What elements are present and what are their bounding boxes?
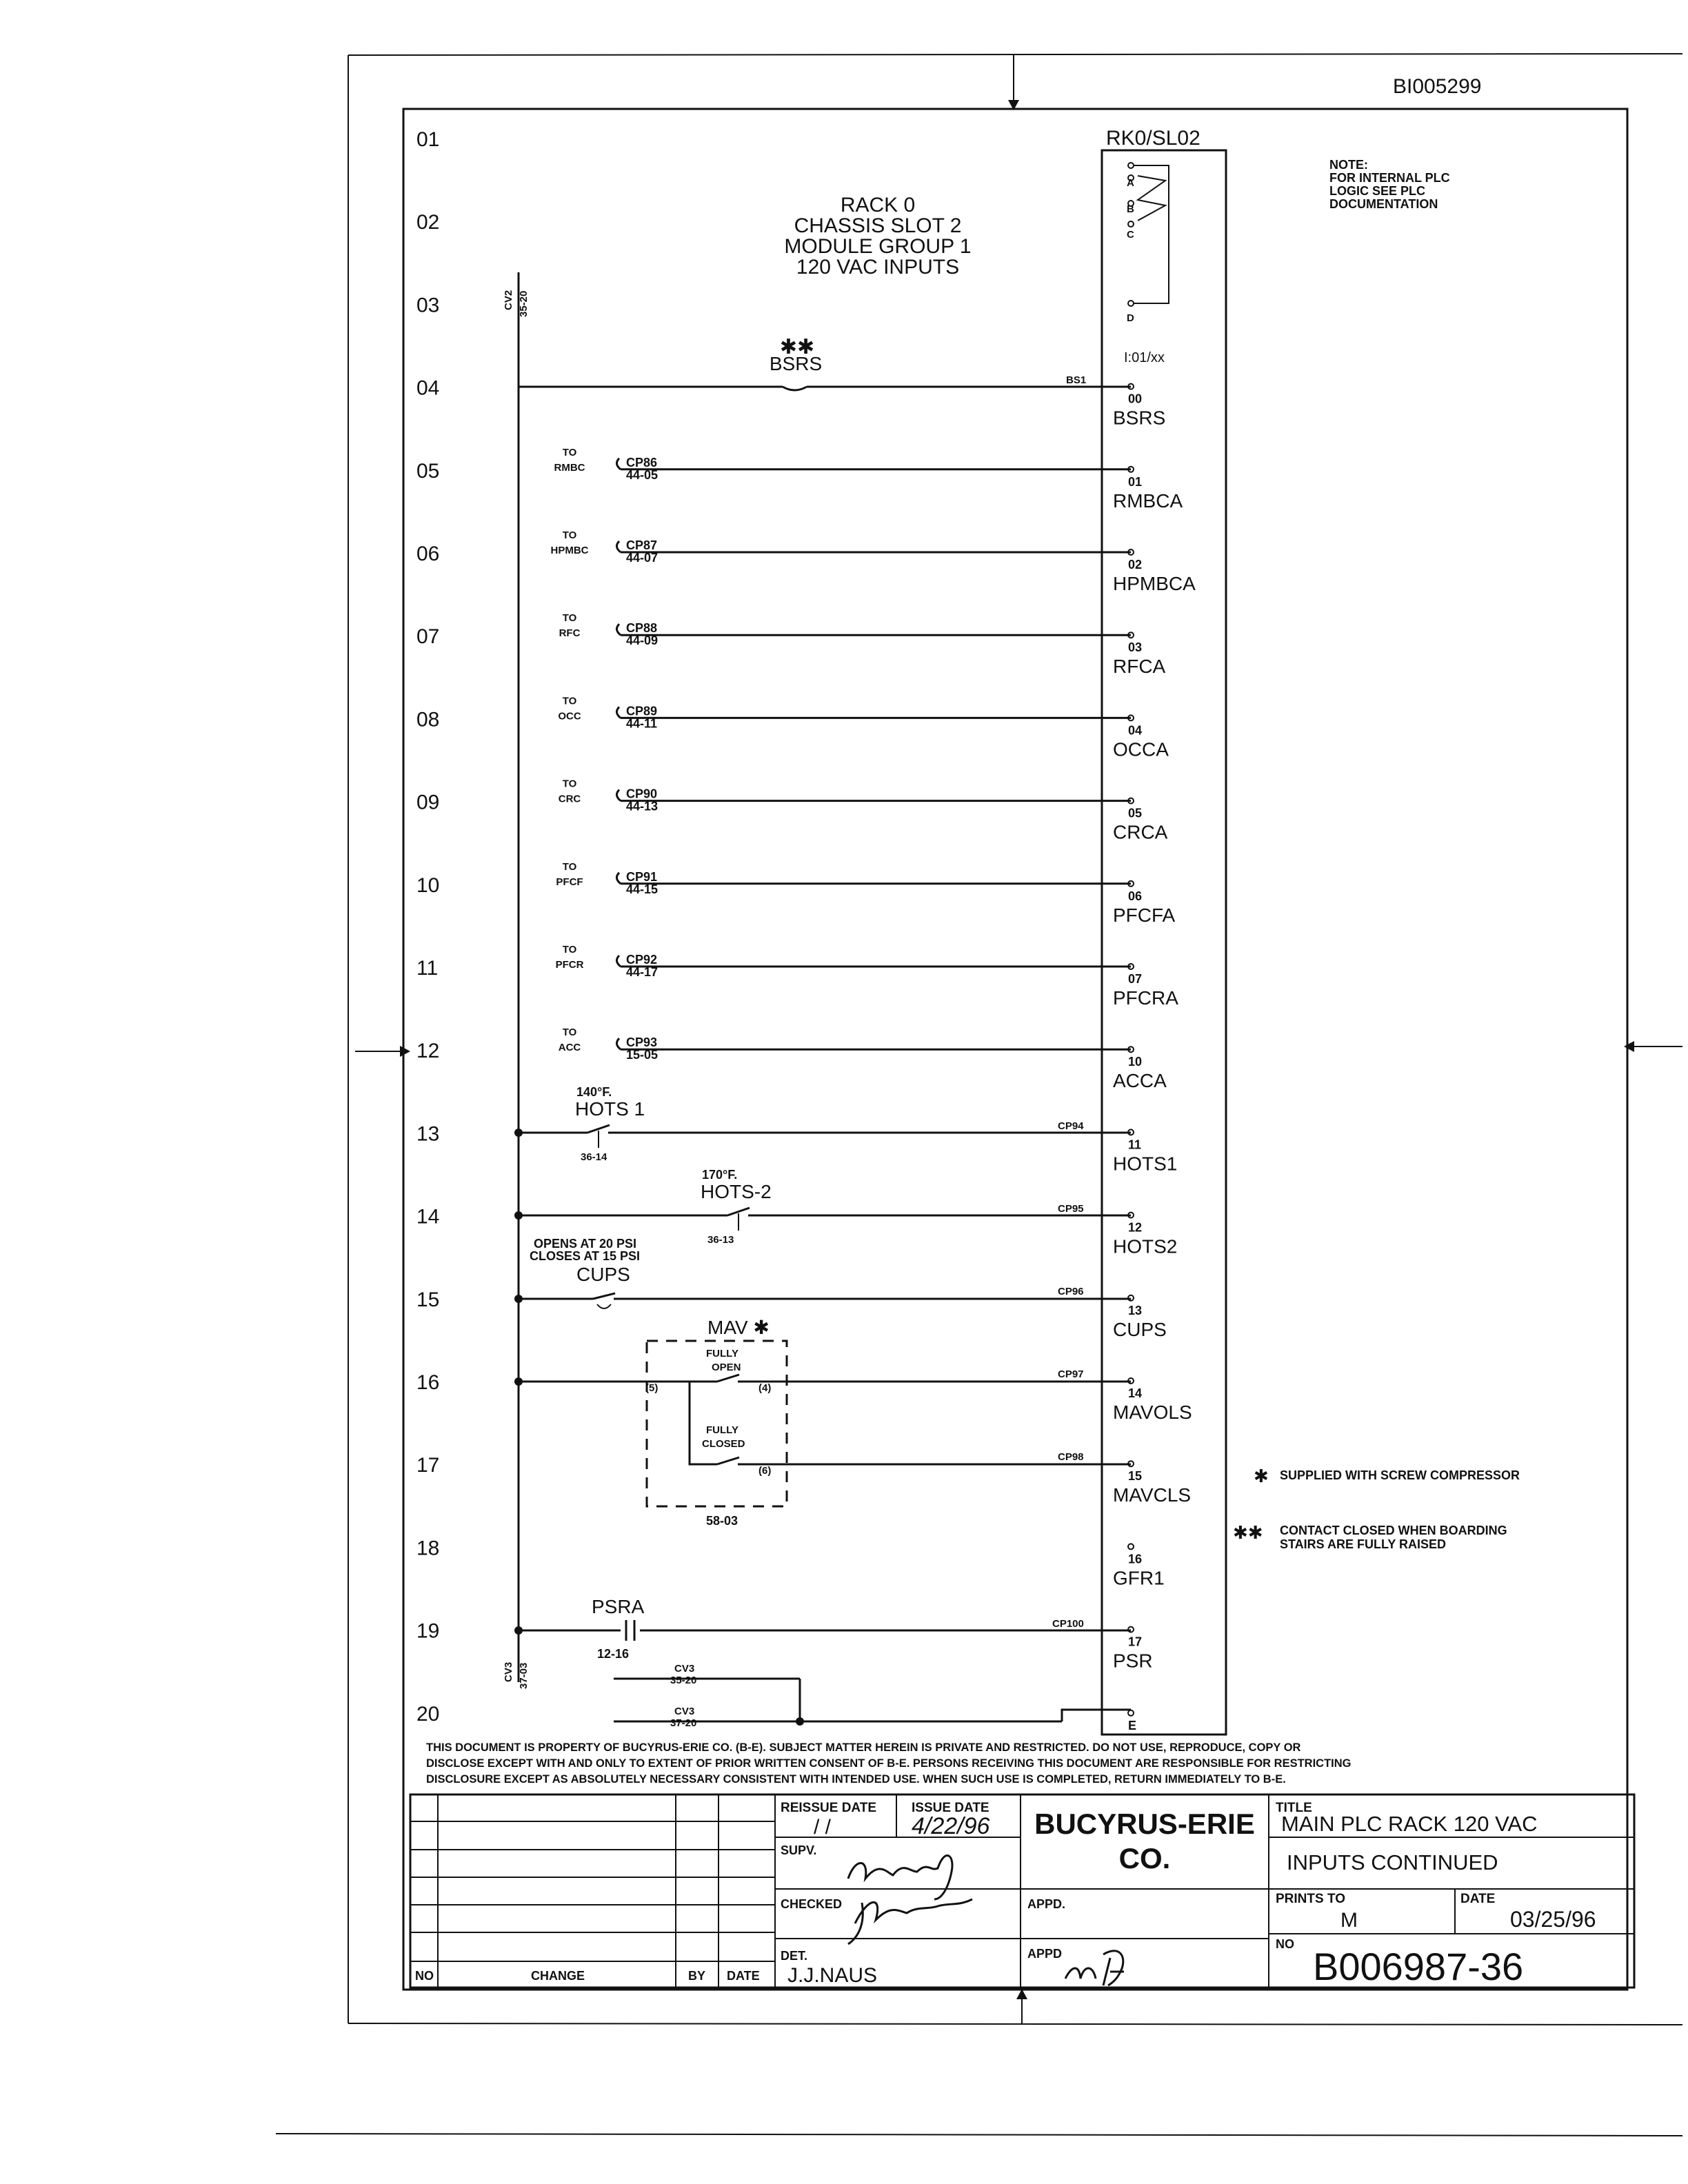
col-no: NO [415,1969,434,1983]
cp-label: CP86 [626,455,658,469]
to-label: TO [562,446,577,458]
terminal-number: 15 [1128,1469,1143,1484]
cable-connector [616,873,621,884]
checked-signature [848,1899,972,1944]
note-line-3: LOGIC SEE PLC [1329,184,1426,198]
prints-label: PRINTS TO [1276,1892,1345,1906]
cp-label: CP87 [626,538,658,552]
bsrs-stars: ✱✱ [779,336,815,358]
terminal-list [1113,384,1196,1732]
terminal-name: CUPS [1113,1318,1167,1340]
row-number: 09 [416,791,440,814]
terminal [1113,715,1169,760]
terminal [1113,549,1196,594]
document-id: BI005299 [1393,75,1482,98]
terminal-number: 06 [1128,889,1143,903]
det-label: DET. [781,1949,808,1963]
cp-label: CP92 [626,953,658,967]
remote-input-rows [551,447,1132,1062]
remote-input-row [559,1027,1131,1062]
terminal-name: OCCA [1113,738,1169,760]
side-note-1-text: SUPPLIED WITH SCREW COMPRESSOR [1280,1468,1520,1482]
terminal [1128,1710,1136,1732]
terminal [1113,964,1178,1009]
ref-label: 44-13 [626,799,659,813]
cp-label: CP89 [626,704,658,718]
remote-input-row [551,529,1132,565]
disclaimer-line-1: THIS DOCUMENT IS PROPERTY OF BUCYRUS-ERIE CO. (B-E). SUBJECT MATTER HEREIN IS PRIVATE AND RESTRICTED. DO NOT USE, REPRODUCE, COPY OR [426,1741,1301,1754]
dest-label: RMBC [554,461,585,474]
side-note-2-mark: ✱✱ [1233,1522,1263,1543]
cp-label: CP93 [626,1035,658,1050]
psra-wire: CP100 [1052,1618,1084,1630]
row-numbers [416,128,439,1726]
cable-connector [616,707,621,718]
terminal-name: CRCA [1113,821,1168,843]
terminal-name: HOTS2 [1113,1235,1178,1257]
terminal-name: HOTS1 [1113,1153,1178,1175]
hots2-wire: CP95 [1058,1203,1084,1215]
side-note-2-text-1: CONTACT CLOSED WHEN BOARDING [1280,1524,1507,1537]
cups-wire: CP96 [1058,1286,1084,1297]
terminal-name: MAVCLS [1113,1484,1192,1506]
cable-connector [616,956,621,967]
terminal [1113,384,1165,429]
terminal [1113,632,1166,677]
supv-label: SUPV. [781,1843,817,1857]
hots2-ref: 36-13 [707,1234,734,1246]
cp-label: CP90 [626,787,658,801]
hots2-label: HOTS-2 [701,1181,772,1202]
reissue-label: REISSUE DATE [781,1801,877,1815]
ref-label: 44-17 [626,965,659,979]
terminal-number: 12 [1128,1220,1143,1235]
reissue-value: / / [814,1816,832,1839]
module-pin-b: B [1127,203,1134,215]
mav-terminal-4: (4) [758,1382,772,1394]
address-label: I:01/xx [1124,350,1165,365]
terminal [1113,1544,1165,1588]
terminal [1113,1378,1192,1423]
dest-label: OCC [558,710,581,722]
row-number: 20 [416,1702,440,1726]
hots1-ref: 36-14 [581,1151,607,1163]
to-label: TO [562,944,577,956]
disclaimer-line-2: DISCLOSE EXCEPT WITH AND ONLY TO EXTENT OF PRIOR WRITTEN CONSENT OF B-E. PERSONS RECEIVING THIS DOCUMENT ARE RESPONSIBLE FOR RESTRICTING [426,1757,1352,1770]
cp-label: CP91 [626,869,658,884]
hots1-label: HOTS 1 [575,1098,645,1120]
terminal-number: 01 [1128,474,1143,489]
terminal [1113,798,1168,843]
row-number: 19 [416,1619,440,1643]
bottom-cable-ref: 37-03 [518,1662,530,1689]
terminal-number: 05 [1128,806,1143,820]
prints-value: M [1340,1909,1358,1932]
to-label: TO [562,860,577,873]
row-number: 13 [416,1122,440,1146]
mav-wire-closed: CP98 [1058,1451,1084,1463]
hots2-temp: 170°F. [702,1168,738,1182]
row-number: 08 [416,708,440,731]
row-number: 05 [416,459,440,483]
date-label: DATE [1460,1892,1496,1906]
appd-signature [1065,1951,1124,1985]
terminal-number: 10 [1128,1055,1143,1069]
psra-label: PSRA [592,1596,645,1617]
no-label: NO [1276,1937,1294,1951]
row-number: 02 [416,211,440,234]
title-line-2: INPUTS CONTINUED [1287,1850,1498,1874]
col-change: CHANGE [531,1969,585,1983]
module-pin-a: A [1127,177,1134,189]
to-label: TO [562,778,577,790]
ref-label: 44-15 [626,882,659,896]
ref-label: 44-11 [626,716,658,731]
hots1-temp: 140°F. [576,1085,612,1099]
ref-label: 44-07 [626,551,659,565]
terminal-name: PFCRA [1113,987,1178,1009]
note-line-1: NOTE: [1329,158,1368,172]
terminal-number: 14 [1128,1386,1143,1400]
cups-label: CUPS [576,1264,630,1285]
row-number: 01 [416,128,440,151]
mav-open-2: OPEN [712,1362,741,1373]
terminal-number: 07 [1128,972,1143,986]
ref-label: 44-05 [626,467,659,482]
mav-terminal-6: (6) [758,1465,772,1477]
module-header-line-2: CHASSIS SLOT 2 [794,214,962,237]
cv3-link-1-name: CV3 [674,1663,695,1675]
terminal-name: RFCA [1113,656,1166,678]
dest-label: HPMBC [550,545,589,556]
remote-input-row [554,447,1132,482]
appd-label-1: APPD. [1027,1897,1066,1911]
cable-connector [616,1038,621,1049]
mav-ref: 58-03 [706,1514,738,1528]
terminal [1113,1129,1177,1174]
issue-value: 4/22/96 [912,1813,990,1839]
disclaimer-line-3: DISCLOSURE EXCEPT AS ABSOLUTELY NECESSARY CONSISTENT WITH INTENDED USE. WHEN SUCH USE IS COMPLETED, RETURN IMMEDIATELY TO B-E. [426,1773,1286,1786]
terminal [1113,881,1176,926]
cups-note-2: CLOSES AT 15 PSI [530,1249,641,1263]
terminal [1113,1213,1177,1257]
to-label: TO [562,529,577,541]
row-number: 06 [416,543,440,565]
top-cable-ref: 35-20 [518,290,530,317]
to-label: TO [562,612,577,625]
module-pin-c: C [1127,229,1134,241]
remote-input-row [559,612,1131,647]
col-date: DATE [727,1969,760,1983]
terminal-name: BSRS [1113,407,1166,429]
title-label: TITLE [1276,1801,1312,1815]
mav-closed-1: FULLY [706,1424,738,1436]
to-label: TO [562,1027,577,1039]
title-line-1: MAIN PLC RACK 120 VAC [1281,1812,1538,1836]
drawing-number: B006987-36 [1313,1945,1524,1988]
terminal-point [1128,1710,1134,1716]
mav-wire-open: CP97 [1058,1368,1084,1380]
terminal-name: RMBCA [1113,489,1183,512]
remote-input-row [558,695,1131,730]
terminal-name: GFR1 [1113,1567,1165,1589]
side-note-2-text-2: STAIRS ARE FULLY RAISED [1280,1537,1447,1551]
top-cable-name: CV2 [503,290,514,310]
row-number: 14 [416,1205,440,1228]
mav-label: MAV ✱ [707,1317,770,1338]
cups-note-1: OPENS AT 20 PSI [534,1237,637,1251]
bottom-cable-name: CV3 [503,1661,514,1682]
dest-label: CRC [558,793,581,805]
note-line-4: DOCUMENTATION [1329,197,1438,211]
module-tag: RK0/SL02 [1106,127,1200,150]
cable-connector [616,541,621,552]
company-name-1: BUCYRUS-ERIE [1034,1808,1255,1840]
hots1-wire: CP94 [1058,1120,1084,1132]
to-label: TO [562,695,577,707]
dest-label: RFC [559,627,581,640]
terminal [1113,1627,1153,1672]
ref-label: 44-09 [626,634,659,648]
terminal-name: HPMBCA [1113,573,1196,594]
terminal [1113,1046,1167,1091]
note-line-2: FOR INTERNAL PLC [1329,171,1450,185]
module-header-line-1: RACK 0 [840,194,916,216]
psra-ref: 12-16 [597,1647,630,1661]
terminal [1113,1461,1191,1506]
appd-label-2: APPD [1027,1947,1063,1961]
terminal [1113,1295,1167,1340]
cable-connector [616,458,621,469]
terminal-number: 02 [1128,558,1143,572]
col-by: BY [688,1969,706,1983]
mav-terminal-5: (5) [645,1382,659,1394]
row-number: 04 [416,376,440,400]
mav-closed-2: CLOSED [702,1438,745,1450]
remote-input-row [556,861,1131,896]
det-value: J.J.NAUS [787,1964,878,1987]
terminal-number: 17 [1128,1635,1143,1649]
row-number: 18 [416,1537,440,1560]
terminal-name: PSR [1113,1650,1153,1672]
terminal-number: E [1128,1718,1137,1732]
cable-connector [616,790,621,801]
dest-label: PFCR [555,959,584,971]
checked-label: CHECKED [781,1897,843,1911]
mav-open-1: FULLY [706,1348,738,1359]
cable-connector [616,624,621,635]
terminal-name: PFCFA [1113,904,1176,926]
terminal-name: MAVOLS [1113,1402,1192,1423]
terminal-point [1128,1544,1134,1549]
module-header-line-3: MODULE GROUP 1 [784,235,972,258]
dest-label: PFCF [556,876,583,888]
terminal-number: 13 [1128,1303,1143,1317]
cp-label: CP88 [626,621,658,636]
terminal [1113,467,1183,512]
row-number: 17 [416,1454,440,1477]
module-header-line-4: 120 VAC INPUTS [796,256,960,279]
row-number: 15 [416,1288,440,1311]
dest-label: ACC [558,1042,581,1054]
cv3-link-2-ref: 37-20 [670,1717,697,1729]
row-number: 16 [416,1371,440,1394]
side-note-1-mark: ✱ [1254,1466,1269,1486]
terminal-number: 03 [1128,640,1143,655]
terminal-number: 04 [1128,723,1143,738]
issue-label: ISSUE DATE [912,1801,989,1815]
terminal-number: 00 [1128,392,1143,406]
cv3-link-2-name: CV3 [674,1706,695,1717]
terminal-number: 16 [1128,1552,1143,1566]
company-name-2: CO. [1118,1842,1171,1874]
row-number: 07 [416,625,440,649]
remote-input-row [556,944,1131,979]
row-number: 12 [416,1040,440,1063]
ref-label: 15-05 [626,1048,659,1062]
remote-input-row [559,778,1131,813]
date-value: 03/25/96 [1510,1907,1596,1932]
terminal-number: 11 [1128,1138,1142,1152]
row-number: 10 [416,873,440,897]
bsrs-wire: BS1 [1066,374,1087,386]
row-number: 11 [416,957,439,980]
cv3-link-1-ref: 35-20 [670,1675,697,1686]
bsrs-label: BSRS [769,353,823,374]
terminal-name: ACCA [1113,1070,1167,1092]
supv-signature [848,1855,952,1899]
row-number: 03 [416,294,440,317]
module-pin-d: D [1127,312,1134,324]
